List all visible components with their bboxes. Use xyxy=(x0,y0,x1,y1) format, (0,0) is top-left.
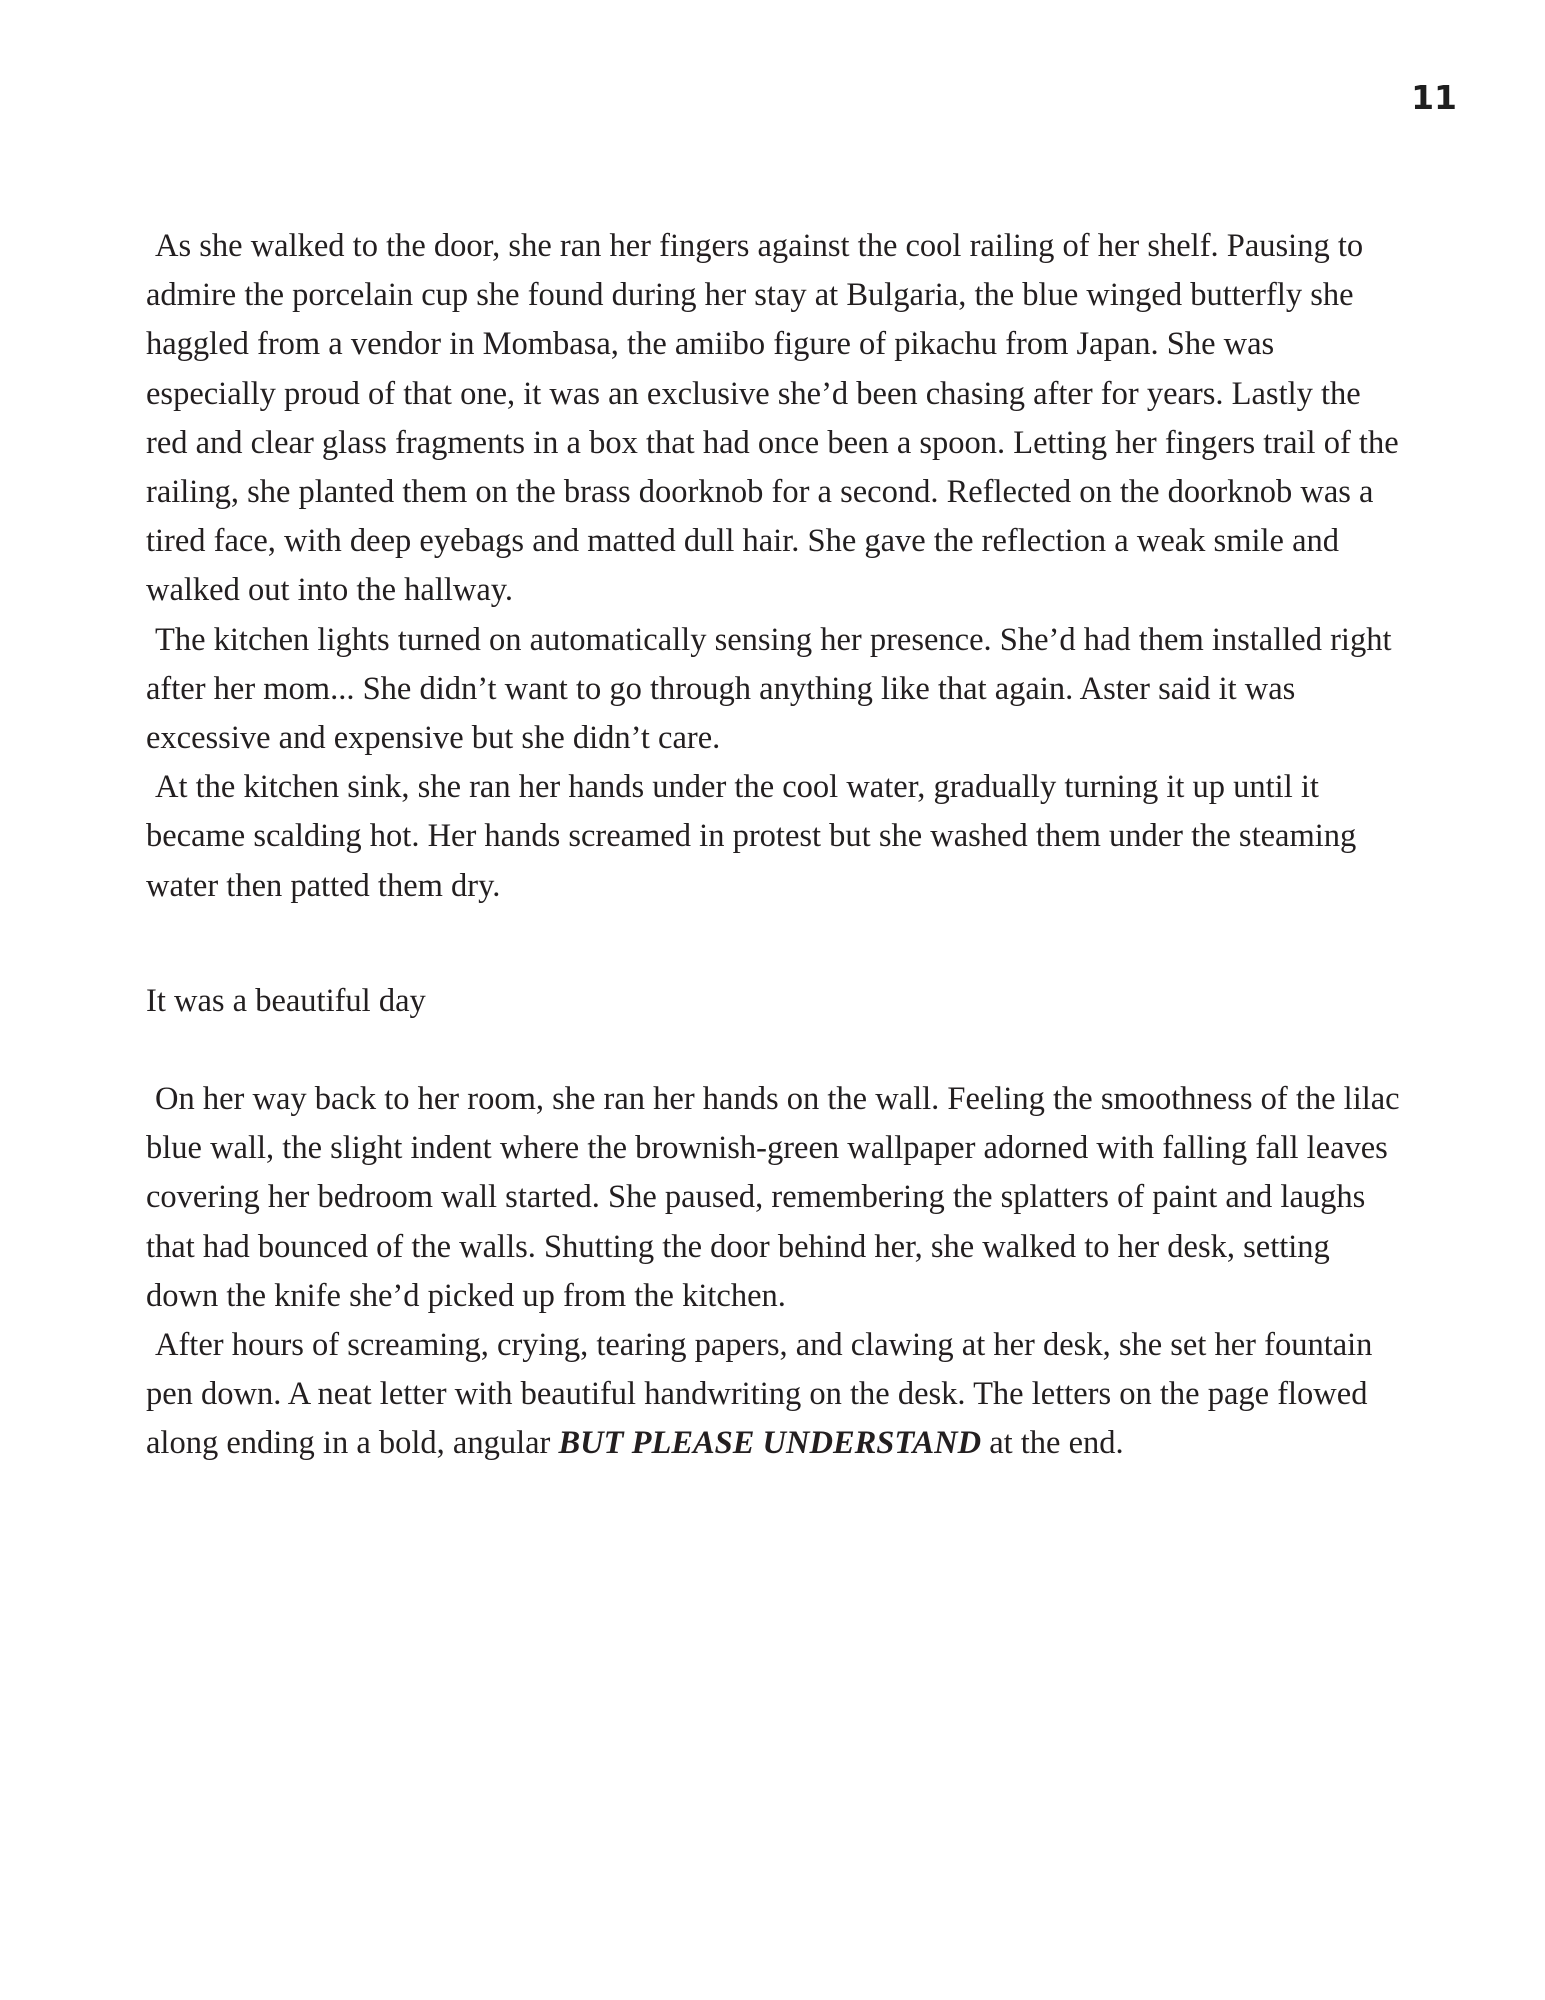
page-number: 11 xyxy=(1411,78,1457,117)
standalone-line: It was a beautiful day xyxy=(146,982,426,1019)
paragraph-kitchen-lights: The kitchen lights turned on automatically sensing her presence. She’d had them installed right after her mom... She didn’t want to go through anything like that again. Aster said it was excessive and expensive but she didn’t care. xyxy=(146,621,1392,757)
paragraph-letter xyxy=(146,1321,1402,1469)
letter-text-end: at the end. xyxy=(981,1425,1124,1462)
paragraph-hallway-wall: On her way back to her room, she ran her hands on the wall. Feeling the smoothness of the lilac blue wall, the slight indent where the brownish-green wallpaper adorned with falling fall leaves covering her bedroom wall started. She paused, remembering the splatters of paint and laughs that had bounced of the walls. Shutting the door behind her, she walked to her desk, setting down the knife she’d picked up from the kitchen. xyxy=(146,1081,1400,1314)
paragraph-kitchen-sink: At the kitchen sink, she ran her hands under the cool water, gradually turning it up until it became scalding hot. Her hands screamed in protest but she washed them under the steaming water then patted them dry. xyxy=(146,769,1357,904)
paragraph-gap xyxy=(146,911,1402,977)
letter-emphasis: BUT PLEASE UNDERSTAND xyxy=(558,1425,982,1462)
story-text xyxy=(146,222,1402,1469)
letter-text-start: After hours of screaming, crying, tearing papers, and clawing at her desk, she set her fountain pen down. A neat letter with beautiful handwriting on the desk. The letters on the page flowed along ending in a bold, angular xyxy=(146,1327,1373,1462)
paragraph-gap xyxy=(146,1026,1402,1075)
paragraph-door: As she walked to the door, she ran her fingers against the cool railing of her shelf. Pausing to admire the porcelain cup she found during her stay at Bulgaria, the blue winged butterfly she haggled from a vendor in Mombasa, the amiibo figure of pikachu from Japan. She was especially proud of that one, it was an exclusive she’d been chasing after for years. Lastly the red and clear glass fragments in a box that had once been a spoon. Letting her fingers trail of the railing, she planted them on the brass doorknob for a second. Reflected on the doorknob was a tired face, with deep eyebags and matted dull hair. She gave the reflection a weak smile and walked out into the hallway. xyxy=(146,228,1399,609)
